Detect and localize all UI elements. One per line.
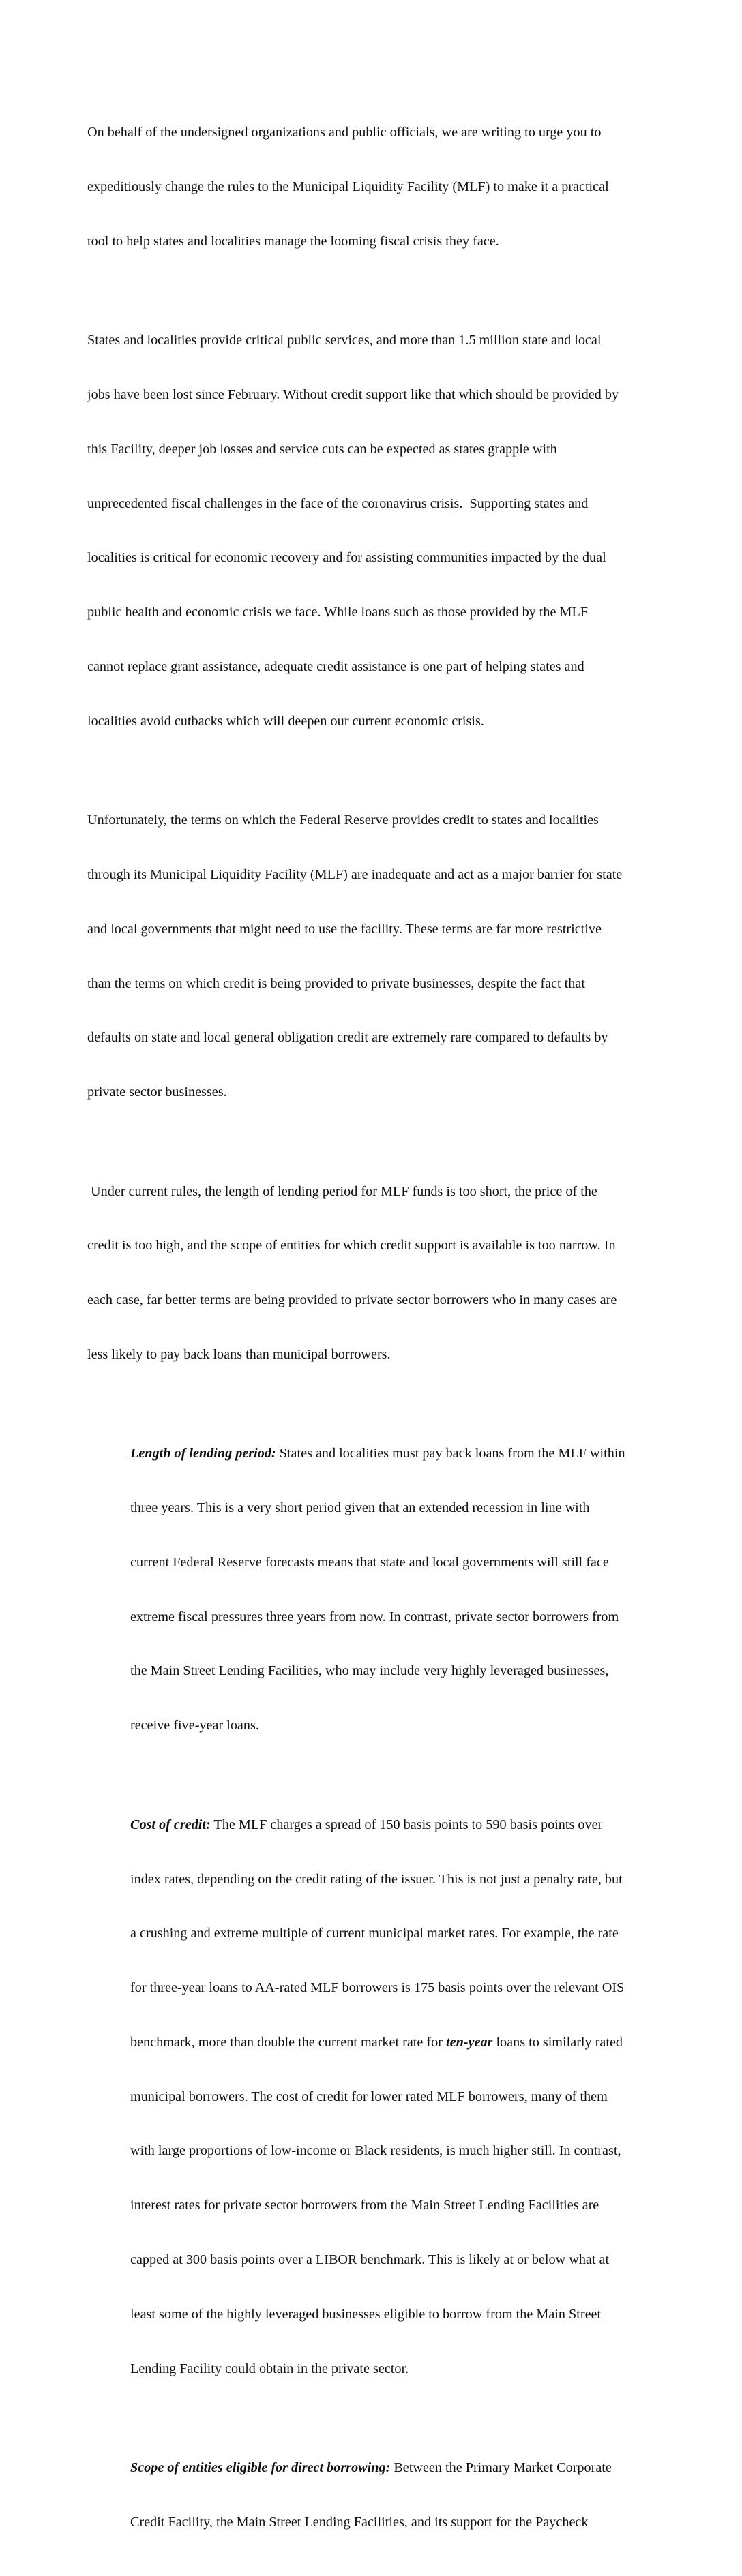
text-line: Credit Facility, the Main Street Lending Facilities, and its support for the Paycheck	[130, 2514, 589, 2530]
text-line: index rates, depending on the credit rating of the issuer. This is not just a penalty rate, but	[130, 1871, 623, 1887]
paragraph-intro	[87, 87, 660, 287]
text-line: a crushing and extreme multiple of current municipal market rates. For example, the rate	[130, 1926, 619, 1941]
text-line: current Federal Reserve forecasts means that state and local governments will still face	[130, 1554, 609, 1570]
text-line: cannot replace grant assistance, adequate credit assistance is one part of helping states and	[87, 658, 584, 674]
text-line	[130, 2033, 660, 2052]
paragraph-terms-inadequate	[87, 775, 660, 1138]
item-heading: Length of lending period:	[130, 1446, 276, 1461]
item-text: Between the Primary Market Corporate	[390, 2460, 612, 2475]
document-body	[87, 87, 660, 2576]
item-text: benchmark, more than double the current market rate for	[130, 2034, 446, 2050]
item-heading: Cost of credit:	[130, 1817, 211, 1832]
text-line: unprecedented fiscal challenges in the face of the coronavirus crisis. Supporting states and	[87, 496, 589, 511]
text-line: credit is too high, and the scope of entities for which credit support is available is too narrow. In	[87, 1238, 616, 1254]
paragraph-current-rules	[87, 1146, 660, 1399]
text-line: municipal borrowers. The cost of credit for lower rated MLF borrowers, many of them	[130, 2089, 608, 2104]
text-line: receive five-year loans.	[130, 1718, 259, 1733]
item-text: States and localities must pay back loans from the MLF within	[276, 1446, 625, 1461]
text-line: than the terms on which credit is being provided to private businesses, despite the fact that	[87, 975, 585, 991]
text-line: private sector businesses.	[87, 1085, 227, 1100]
text-line: On behalf of the undersigned organizations and public officials, we are writing to urge you to	[87, 125, 602, 140]
text-line: defaults on state and local general obligation credit are extremely rare compared to defaults by	[87, 1030, 608, 1046]
text-line: public health and economic crisis we face. While loans such as those provided by the MLF	[87, 605, 589, 620]
text-line: expeditiously change the rules to the Municipal Liquidity Facility (MLF) to make it a practical	[87, 179, 609, 194]
text-line: tool to help states and localities manage the looming fiscal crisis they face.	[87, 233, 499, 249]
text-line: capped at 300 basis points over a LIBOR benchmark. This is likely at or below what at	[130, 2252, 610, 2267]
item-cost-of-credit	[130, 1780, 660, 2414]
text-line: and local governments that might need to use the facility. These terms are far more restrictive	[87, 921, 602, 937]
text-line: Under current rules, the length of lending period for MLF funds is too short, the price of the	[87, 1183, 597, 1199]
item-text: The MLF charges a spread of 150 basis points to 590 basis points over	[210, 1817, 603, 1832]
paragraph-public-services	[87, 295, 660, 766]
text-line: interest rates for private sector borrowers from the Main Street Lending Facilities are	[130, 2198, 599, 2213]
text-line: through its Municipal Liquidity Facility (MLF) are inadequate and act as a major barrier for state	[87, 866, 623, 882]
text-line	[130, 1444, 660, 1463]
text-line: with large proportions of low-income or Black residents, is much higher still. In contrast,	[130, 2143, 621, 2159]
text-line: the Main Street Lending Facilities, who may include very highly leveraged businesses,	[130, 1663, 609, 1679]
text-line: this Facility, deeper job losses and service cuts can be expected as states grapple with	[87, 441, 557, 457]
item-length-of-lending-period	[130, 1408, 660, 1771]
text-line: less likely to pay back loans than municipal borrowers.	[87, 1346, 391, 1362]
item-heading: Scope of entities eligible for direct borrowing:	[130, 2460, 391, 2475]
text-line: Lending Facility could obtain in the private sector.	[130, 2361, 409, 2376]
text-line: each case, far better terms are being provided to private sector borrowers who in many cases are	[87, 1292, 617, 1308]
text-line: localities is critical for economic recovery and for assisting communities impacted by the dual	[87, 550, 606, 566]
text-line: States and localities provide critical public services, and more than 1.5 million state and local	[87, 333, 602, 348]
item-scope-of-entities	[130, 2423, 660, 2568]
text-line: extreme fiscal pressures three years from now. In contrast, private sector borrowers from	[130, 1609, 619, 1624]
item-text: loans to similarly rated	[492, 2034, 623, 2050]
text-line: three years. This is a very short period given that an extended recession in line with	[130, 1500, 590, 1516]
text-line: Unfortunately, the terms on which the Federal Reserve provides credit to states and localities	[87, 813, 599, 828]
text-line: localities avoid cutbacks which will deepen our current economic crisis.	[87, 713, 484, 729]
emphasis-text: ten-year	[446, 2034, 493, 2050]
text-line: jobs have been lost since February. Without credit support like that which should be provided by	[87, 387, 619, 402]
text-line: least some of the highly leveraged businesses eligible to borrow from the Main Street	[130, 2306, 602, 2322]
text-line	[130, 2459, 660, 2477]
text-line: for three-year loans to AA-rated MLF borrowers is 175 basis points over the relevant OIS	[130, 1980, 625, 1996]
text-line	[130, 1816, 660, 1834]
